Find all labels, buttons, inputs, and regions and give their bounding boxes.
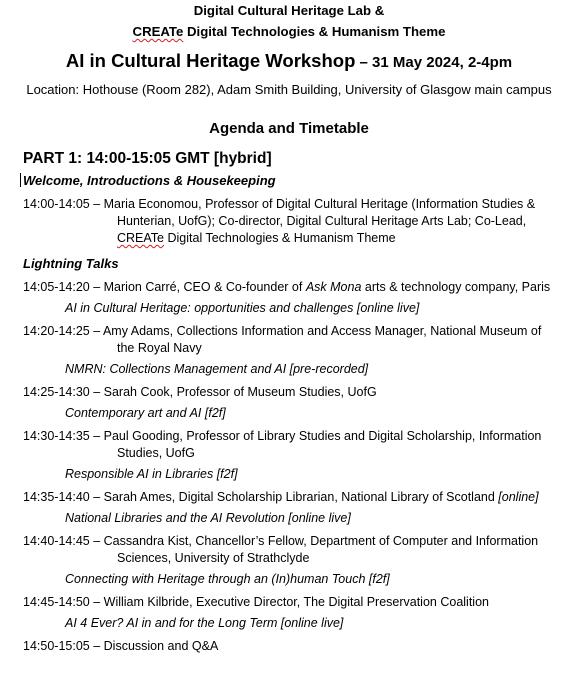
workshop-date: – 31 May 2024, 2-4pm <box>355 54 513 71</box>
welcome-heading-text: Welcome, Introductions & Housekeeping <box>23 173 276 188</box>
entry-time: 14:35-14:40 <box>23 490 90 504</box>
speaker-italic: [online] <box>498 490 539 504</box>
entry-time: 14:05-14:20 <box>23 280 90 294</box>
org-line-2 <box>0 21 578 42</box>
entry-text: – Discussion and Q&A <box>93 639 219 653</box>
discussion-entry <box>23 638 562 655</box>
workshop-title: AI in Cultural Heritage Workshop <box>65 50 356 71</box>
entry-text: – Maria Economou, Professor of Digital Cultural Heritage (Information Studies & Hunterian, UofG); Co-director, Digital Cultural Heritage Arts Lab; Co-Lead, <box>93 197 536 228</box>
lightning-heading: Lightning Talks <box>23 256 119 271</box>
talk-entry <box>23 279 562 296</box>
speaker-text: – William Kilbride, Executive Director, The Digital Preservation Coalition <box>93 595 489 609</box>
talk-entry <box>23 594 562 611</box>
entry-time: 14:20-14:25 <box>23 324 90 338</box>
speaker-text: – Marion Carré, CEO & Co-founder of <box>93 280 306 294</box>
talk-title: AI in Cultural Heritage: opportunities and challenges [online live] <box>65 301 420 315</box>
talk-entry <box>23 323 562 357</box>
welcome-entry <box>23 196 562 247</box>
entry-time: 14:30-14:35 <box>23 429 90 443</box>
talk-title: National Libraries and the AI Revolution [online live] <box>65 511 351 525</box>
location-line: Location: Hothouse (Room 282), Adam Smith Building, University of Glasgow main campus <box>26 82 552 97</box>
speaker-text-end: arts & technology company, Paris <box>361 280 551 294</box>
talk-entry <box>23 428 562 462</box>
talk-entry <box>23 533 562 567</box>
theme-text: Digital Technologies & Humanism Theme <box>183 24 446 39</box>
speaker-text: – Sarah Cook, Professor of Museum Studies, UofG <box>93 385 377 399</box>
talk-title: NMRN: Collections Management and AI [pre-recorded] <box>65 362 369 376</box>
create-word: CREATe <box>117 231 165 245</box>
talk-title: Connecting with Heritage through an (In)human Touch [f2f] <box>65 572 390 586</box>
org-line-1: Digital Cultural Heritage Lab & <box>193 3 385 18</box>
entry-time: 14:40-14:45 <box>23 534 90 548</box>
speaker-text: – Sarah Ames, Digital Scholarship Librarian, National Library of Scotland <box>93 490 499 504</box>
create-word: CREATe <box>132 24 184 39</box>
entry-text-end: Digital Technologies & Humanism Theme <box>164 231 396 245</box>
talk-title: Responsible AI in Libraries [f2f] <box>65 467 238 481</box>
speaker-text: – Amy Adams, Collections Information and Access Manager, National Museum of the Royal Navy <box>93 324 542 355</box>
talk-title: Contemporary art and AI [f2f] <box>65 406 226 420</box>
agenda-heading: Agenda and Timetable <box>209 120 369 137</box>
part1-heading: PART 1: 14:00-15:05 GMT [hybrid] <box>23 150 272 167</box>
talk-entry <box>23 384 562 401</box>
talk-title: AI 4 Ever? AI in and for the Long Term [online live] <box>65 616 344 630</box>
speaker-text: – Cassandra Kist, Chancellor’s Fellow, Department of Computer and Information Sciences, University of Strathclyde <box>93 534 539 565</box>
entry-time: 14:00-14:05 <box>23 197 90 211</box>
talk-list <box>0 279 578 632</box>
page-title <box>0 48 578 76</box>
speaker-italic: Ask Mona <box>305 280 362 294</box>
welcome-heading <box>23 172 578 190</box>
speaker-text: – Paul Gooding, Professor of Library Studies and Digital Scholarship, Information Studies, UofG <box>93 429 542 460</box>
talk-entry <box>23 489 562 506</box>
text-cursor <box>20 173 21 187</box>
entry-time: 14:25-14:30 <box>23 385 90 399</box>
entry-time: 14:50-15:05 <box>23 639 90 653</box>
entry-time: 14:45-14:50 <box>23 595 90 609</box>
